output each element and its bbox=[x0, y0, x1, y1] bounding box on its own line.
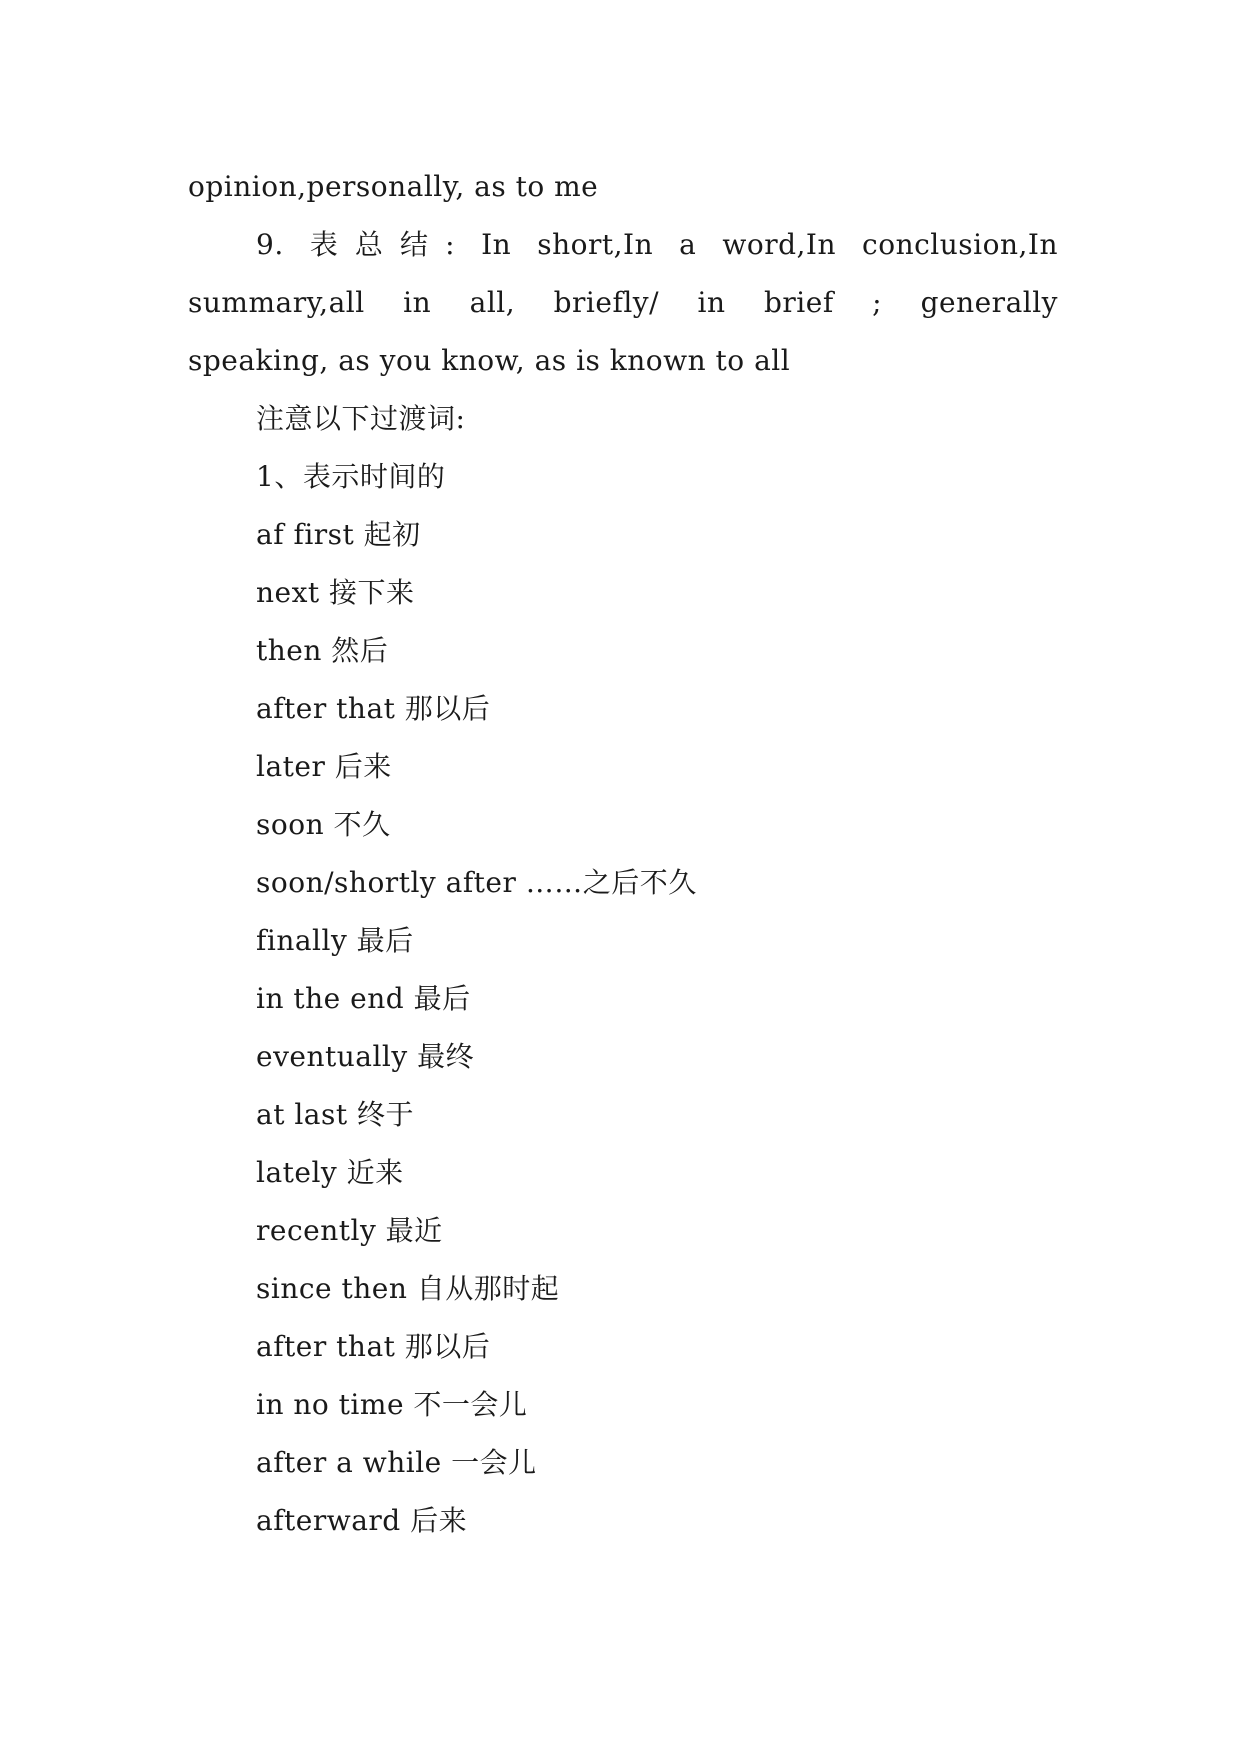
paragraph-line: 9. 表总结: In short,In a word,In conclusion,In bbox=[256, 228, 1058, 261]
paragraph-line: speaking, as you know, as is known to all bbox=[188, 344, 791, 377]
paragraph-line: opinion,personally, as to me bbox=[188, 170, 599, 203]
paragraph-line: summary,all in all, briefly/ in brief ; generally bbox=[188, 286, 1058, 319]
section-heading: 1、表示时间的 bbox=[256, 460, 446, 493]
list-item: in no time 不一会儿 bbox=[256, 1388, 528, 1421]
note-heading: 注意以下过渡词: bbox=[256, 402, 466, 435]
list-item: at last 终于 bbox=[256, 1098, 415, 1131]
list-item: finally 最后 bbox=[256, 924, 414, 957]
list-item: next 接下来 bbox=[256, 576, 415, 609]
list-item: afterward 后来 bbox=[256, 1504, 468, 1537]
list-item: after a while 一会儿 bbox=[256, 1446, 537, 1479]
list-item: since then 自从那时起 bbox=[256, 1272, 560, 1305]
list-item: af first 起初 bbox=[256, 518, 421, 551]
list-item: soon 不久 bbox=[256, 808, 391, 841]
list-item: in the end 最后 bbox=[256, 982, 471, 1015]
list-item: soon/shortly after ……之后不久 bbox=[256, 866, 697, 899]
list-item: then 然后 bbox=[256, 634, 389, 667]
list-item: later 后来 bbox=[256, 750, 392, 783]
list-item: eventually 最终 bbox=[256, 1040, 475, 1073]
list-item: lately 近来 bbox=[256, 1156, 404, 1189]
list-item: recently 最近 bbox=[256, 1214, 443, 1247]
list-item: after that 那以后 bbox=[256, 692, 491, 725]
list-item: after that 那以后 bbox=[256, 1330, 491, 1363]
